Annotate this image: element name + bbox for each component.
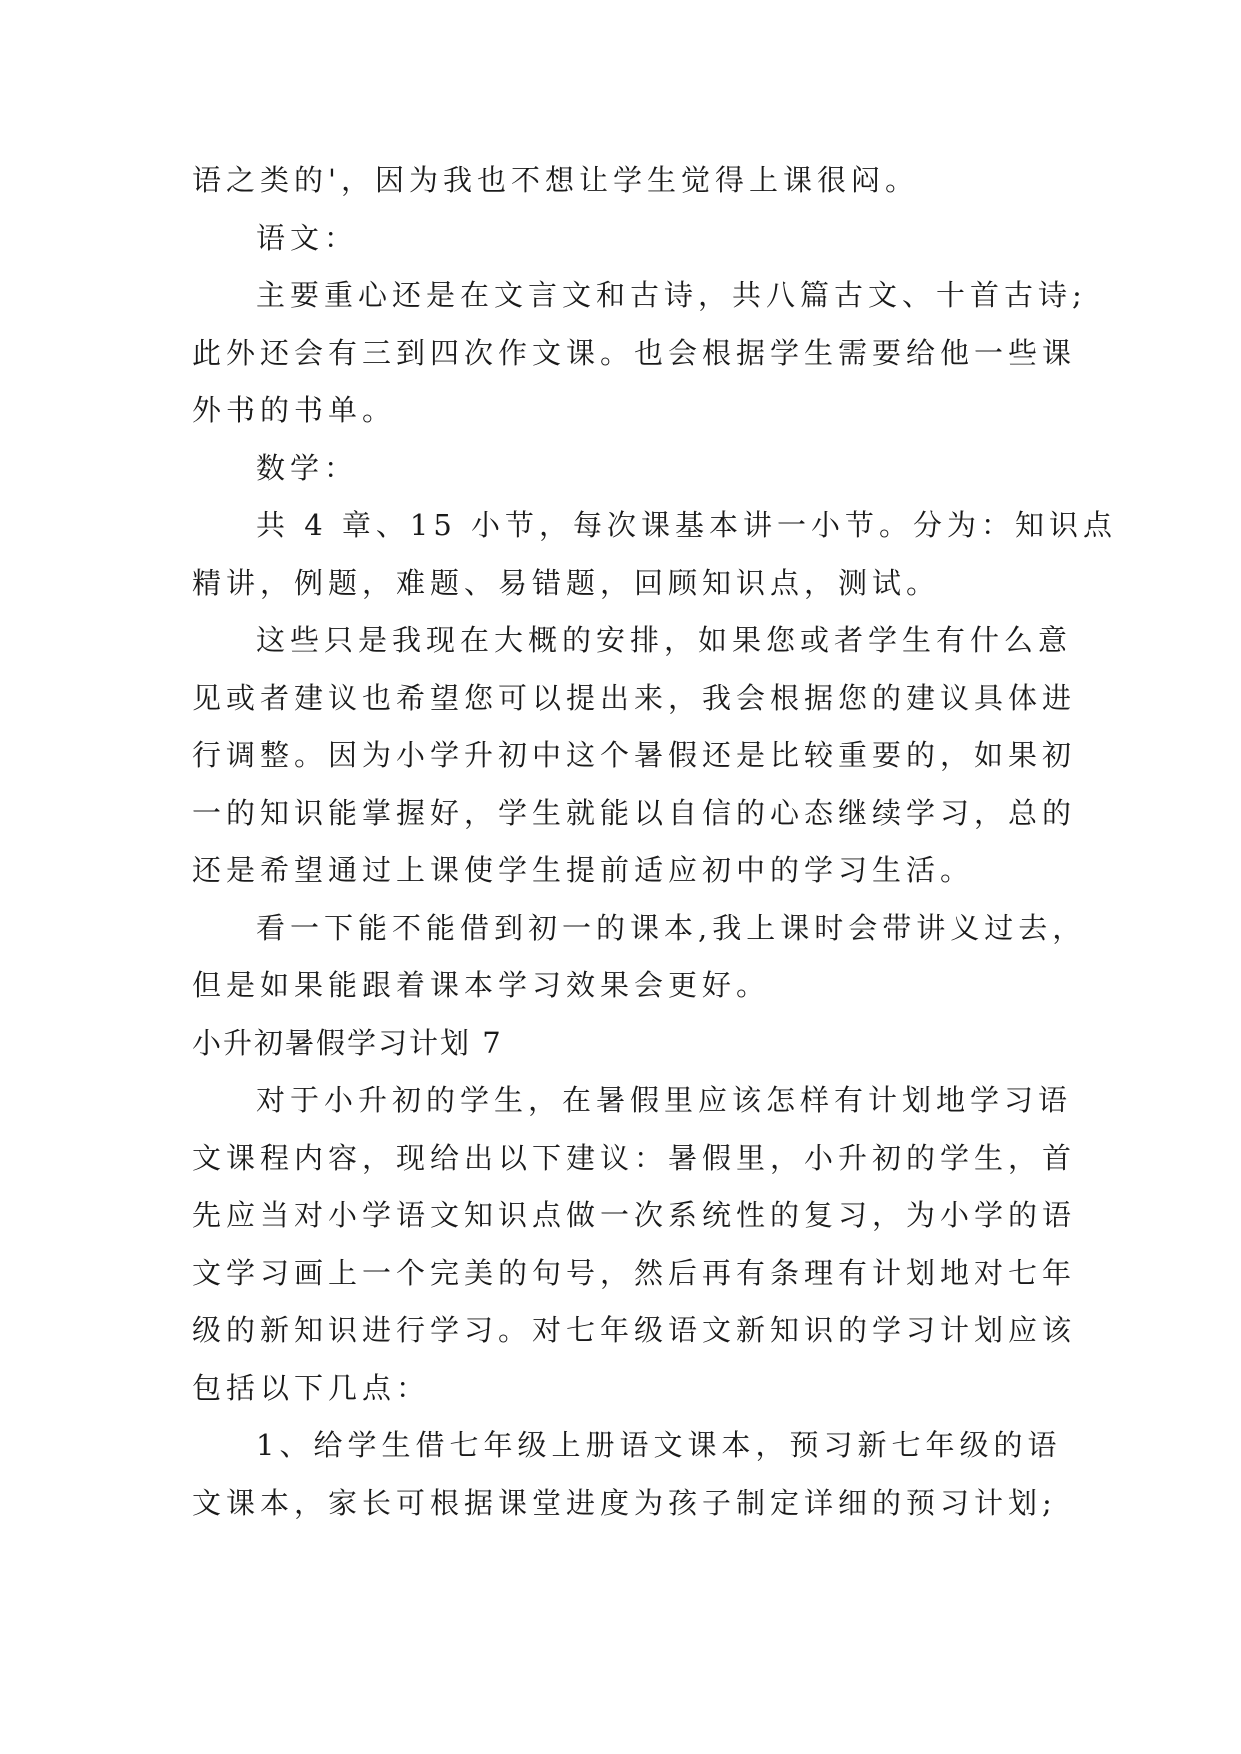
text-line: 行调整。因为小学升初中这个暑假还是比较重要的，如果初: [192, 738, 1077, 772]
text-line: 一的知识能掌握好，学生就能以自信的心态继续学习，总的: [192, 795, 1077, 830]
text-line: 文学习画上一个完美的句号，然后再有条理有计划地对七年: [192, 1255, 1077, 1290]
text-line: 看一下能不能借到初一的课本,我上课时会带讲义过去，: [256, 910, 1087, 945]
text-line: 级的新知识进行学习。对七年级语文新知识的学习计划应该: [192, 1313, 1077, 1347]
text-line: 此外还会有三到四次作文课。也会根据学生需要给他一些课: [192, 335, 1077, 370]
text-line: 文课本，家长可根据课堂进度为孩子制定详细的预习计划;: [192, 1485, 1057, 1520]
section-heading: 小升初暑假学习计划 7: [192, 1025, 503, 1060]
text-line: 但是如果能跟着课本学习效果会更好。: [192, 968, 771, 1002]
text-line: 外书的书单。: [192, 393, 397, 427]
section-label-math: 数学：: [256, 450, 359, 485]
section-label-chinese: 语文：: [256, 220, 359, 255]
text-line: 这些只是我现在大概的安排，如果您或者学生有什么意: [256, 623, 1073, 657]
text-line: 还是希望通过上课使学生提前适应初中的学习生活。: [192, 853, 975, 887]
text-line: 对于小升初的学生，在暑假里应该怎样有计划地学习语: [256, 1083, 1073, 1117]
text-line: 精讲，例题，难题、易错题，回顾知识点，测试。: [192, 565, 941, 600]
text-line: 文课程内容，现给出以下建议：暑假里，小升初的学生，首: [192, 1140, 1077, 1175]
text-line: 先应当对小学语文知识点做一次系统性的复习，为小学的语: [192, 1198, 1077, 1232]
document-page: [192, 152, 1118, 1532]
text-line: 见或者建议也希望您可以提出来，我会根据您的建议具体进: [192, 680, 1077, 715]
text-line: 包括以下几点：: [192, 1370, 431, 1405]
text-line: 共 4 章、15 小节，每次课基本讲一小节。分为：知识点: [256, 508, 1118, 542]
text-line: 语之类的'，因为我也不想让学生觉得上课很闷。: [192, 163, 919, 197]
text-line: 1、给学生借七年级上册语文课本，预习新七年级的语: [256, 1428, 1062, 1462]
text-line: 主要重心还是在文言文和古诗，共八篇古文、十首古诗;: [256, 278, 1087, 312]
